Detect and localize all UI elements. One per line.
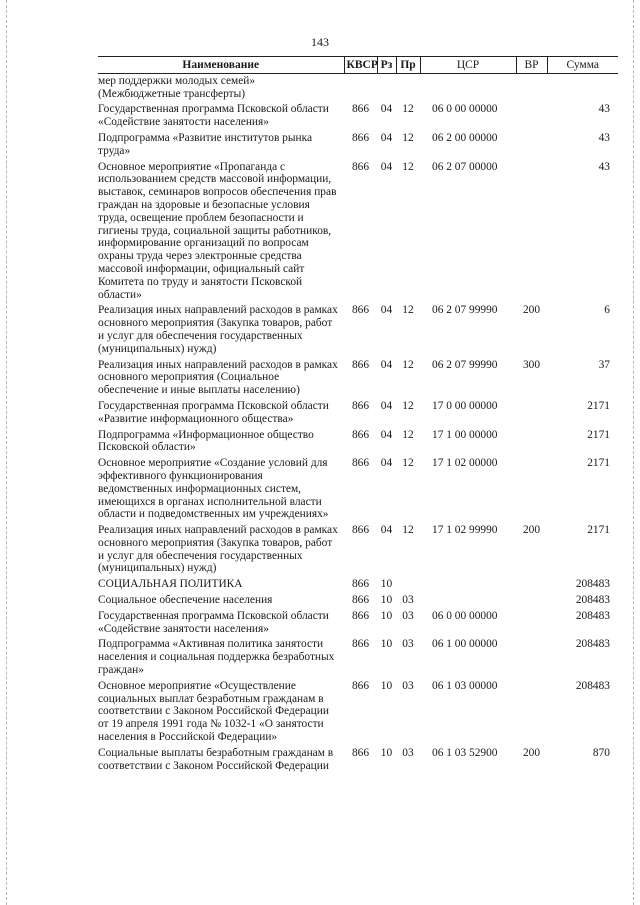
cell-vr: 200	[522, 746, 541, 759]
cell-vr	[516, 73, 547, 102]
cell-name: Государственная программа Псковской области «Содействие занятости населения»	[98, 609, 329, 635]
scan-edge-left	[6, 0, 8, 905]
table-row	[98, 577, 618, 593]
cell-sum: 2171	[587, 428, 610, 441]
cell-csr: 06 1 03 52900	[432, 746, 498, 759]
cell-pr: 12	[402, 399, 414, 412]
page-number: 143	[311, 35, 329, 49]
cell-name: Подпрограмма «Информационное общество Псковской области»	[98, 428, 314, 454]
header-sum: Сумма	[547, 57, 618, 74]
cell-pr: 12	[402, 358, 414, 371]
cell-vr	[516, 593, 547, 609]
cell-rz	[377, 73, 396, 102]
table-row	[98, 746, 618, 775]
cell-pr: 03	[402, 679, 414, 692]
cell-name: Основное мероприятие «Пропаганда с использованием средств массовой информации, выставок, семинаров вопросов обеспечения прав граждан на здоровые и безопасные условия труда, освещение проблем безопасности и гигиены труда, социальной защиты работников, информирование организаций по вопросам охраны труда через электронные средства массовой информации, официальный сайт Комитета по труду и занятости Псковской области»	[98, 160, 337, 301]
budget-table	[98, 56, 618, 774]
cell-name: Подпрограмма «Активная политика занятости населения и социальная поддержка безработных граждан»	[98, 638, 335, 677]
cell-sum: 208483	[575, 578, 610, 591]
table-row	[98, 160, 618, 304]
cell-name: Государственная программа Псковской области «Содействие занятости населения»	[98, 103, 329, 129]
cell-rz: 10	[380, 578, 393, 591]
cell-rz: 10	[380, 609, 393, 622]
cell-kvsr: 866	[351, 160, 370, 173]
header-name: Наименование	[98, 57, 344, 74]
cell-kvsr: 866	[351, 679, 370, 692]
cell-kvsr: 866	[351, 594, 370, 607]
cell-kvsr: 866	[351, 103, 370, 116]
cell-rz: 10	[380, 594, 393, 607]
header-pr: Пр	[396, 57, 420, 74]
cell-rz: 04	[380, 524, 393, 537]
cell-sum: 208483	[575, 594, 610, 607]
cell-rz: 04	[380, 358, 393, 371]
cell-sum: 2171	[587, 524, 610, 537]
cell-rz: 04	[380, 160, 393, 173]
cell-kvsr: 866	[351, 524, 370, 537]
cell-csr: 06 2 07 99990	[432, 358, 498, 371]
cell-sum: 43	[598, 160, 610, 173]
cell-sum: 208483	[575, 679, 610, 692]
cell-vr	[516, 131, 547, 160]
table-row	[98, 593, 618, 609]
cell-csr	[420, 577, 516, 593]
cell-rz: 04	[380, 457, 393, 470]
cell-pr: 12	[402, 457, 414, 470]
cell-csr: 06 2 07 99990	[432, 304, 498, 317]
cell-kvsr: 866	[351, 358, 370, 371]
cell-csr: 17 1 02 99990	[432, 524, 498, 537]
cell-name: Социальное обеспечение населения	[98, 594, 273, 607]
table-row	[98, 428, 618, 457]
cell-sum: 43	[598, 131, 610, 144]
cell-name: Основное мероприятие «Осуществление социальных выплат безработным гражданам в соответствии с Законом Российской Федерации от 19 апреля 1991 года № 1032-1 «О занятости населения в Российской Федерации»	[98, 679, 329, 744]
cell-csr: 06 0 00 00000	[432, 103, 498, 116]
table-header	[98, 57, 618, 74]
cell-vr: 300	[522, 358, 541, 371]
cell-csr: 17 1 02 00000	[432, 457, 498, 470]
cell-pr: 12	[402, 131, 414, 144]
cell-csr: 06 1 00 00000	[432, 638, 498, 651]
cell-vr	[516, 577, 547, 593]
cell-rz: 04	[380, 399, 393, 412]
cell-pr: 12	[402, 304, 414, 317]
table-row	[98, 679, 618, 746]
cell-sum: 2171	[587, 399, 610, 412]
cell-kvsr: 866	[351, 578, 370, 591]
cell-sum: 208483	[575, 609, 610, 622]
cell-kvsr: 866	[351, 457, 370, 470]
cell-vr	[516, 160, 547, 304]
cell-name: Государственная программа Псковской области «Развитие информационного общества»	[98, 399, 329, 425]
table-row	[98, 131, 618, 160]
cell-sum: 37	[598, 358, 610, 371]
header-vr: ВР	[516, 57, 547, 74]
cell-sum: 43	[598, 103, 610, 116]
cell-vr	[516, 637, 547, 678]
cell-csr: 06 2 07 00000	[432, 160, 498, 173]
table-row	[98, 102, 618, 131]
cell-name: Реализация иных направлений расходов в рамках основного мероприятия (Закупка товаров, работ и услуг для обеспечения государственных (муниципальных) нужд)	[98, 304, 338, 355]
table-row	[98, 637, 618, 678]
cell-name: Основное мероприятие «Создание условий для эффективного функционирования ведомственных информационных систем, имеющихся в органах исполнительной власти области и подведомственных им учреждениях»	[98, 457, 329, 521]
cell-pr	[396, 577, 420, 593]
cell-vr	[516, 102, 547, 131]
table-row	[98, 523, 618, 577]
cell-csr: 17 1 00 00000	[432, 428, 498, 441]
cell-pr: 03	[402, 746, 414, 759]
cell-csr: 06 1 03 00000	[432, 679, 498, 692]
table-row	[98, 609, 618, 638]
cell-kvsr: 866	[351, 609, 370, 622]
cell-sum: 870	[592, 746, 610, 759]
header-kvsr: КВСР	[344, 57, 377, 74]
cell-vr	[516, 428, 547, 457]
cell-pr: 12	[402, 524, 414, 537]
cell-pr	[396, 73, 420, 102]
cell-vr	[516, 609, 547, 638]
cell-kvsr: 866	[351, 746, 370, 759]
cell-csr: 06 0 00 00000	[432, 609, 498, 622]
cell-sum: 2171	[587, 457, 610, 470]
cell-vr	[516, 399, 547, 428]
cell-csr: 06 2 00 00000	[432, 131, 498, 144]
cell-vr: 200	[522, 304, 541, 317]
scan-edge-right	[633, 0, 635, 905]
cell-pr: 03	[402, 594, 414, 607]
cell-name: Реализация иных направлений расходов в рамках основного мероприятия (Закупка товаров, работ и услуг для обеспечения государственных (муниципальных) нужд)	[98, 524, 338, 575]
cell-pr: 03	[402, 609, 414, 622]
cell-rz: 04	[380, 103, 393, 116]
cell-pr: 12	[402, 160, 414, 173]
header-rz: Рз	[377, 57, 396, 74]
cell-kvsr: 866	[351, 399, 370, 412]
cell-kvsr: 866	[351, 428, 370, 441]
cell-rz: 04	[380, 304, 393, 317]
cell-csr	[420, 73, 516, 102]
cell-vr	[516, 456, 547, 523]
cell-vr: 200	[522, 524, 541, 537]
cell-kvsr: 866	[351, 304, 370, 317]
cell-csr: 17 0 00 00000	[432, 399, 498, 412]
table-row	[98, 358, 618, 399]
cell-kvsr	[344, 73, 377, 102]
table-row	[98, 303, 618, 357]
table-body	[98, 73, 618, 774]
cell-name: мер поддержки молодых семей» (Межбюджетные трансферты)	[98, 74, 256, 100]
table-row	[98, 399, 618, 428]
cell-kvsr: 866	[351, 131, 370, 144]
cell-pr: 03	[402, 638, 414, 651]
cell-pr: 12	[402, 103, 414, 116]
cell-name: СОЦИАЛЬНАЯ ПОЛИТИКА	[98, 578, 243, 591]
cell-sum: 6	[604, 304, 610, 317]
cell-rz: 04	[380, 131, 393, 144]
cell-vr	[516, 679, 547, 746]
cell-sum: 208483	[575, 638, 610, 651]
cell-rz: 10	[380, 746, 393, 759]
header-csr: ЦСР	[420, 57, 516, 74]
cell-csr	[420, 593, 516, 609]
cell-rz: 10	[380, 679, 393, 692]
table-row	[98, 456, 618, 523]
cell-rz: 04	[380, 428, 393, 441]
cell-name: Подпрограмма «Развитие институтов рынка труда»	[98, 131, 313, 157]
cell-rz: 10	[380, 638, 393, 651]
table-row	[98, 73, 618, 102]
cell-name: Реализация иных направлений расходов в рамках основного мероприятия (Социальное обеспечение и иные выплаты населению)	[98, 358, 338, 397]
cell-name: Социальные выплаты безработным гражданам в соответствии с Законом Российской Федерации	[98, 746, 334, 772]
cell-sum	[547, 73, 618, 102]
cell-kvsr: 866	[351, 638, 370, 651]
cell-pr: 12	[402, 428, 414, 441]
